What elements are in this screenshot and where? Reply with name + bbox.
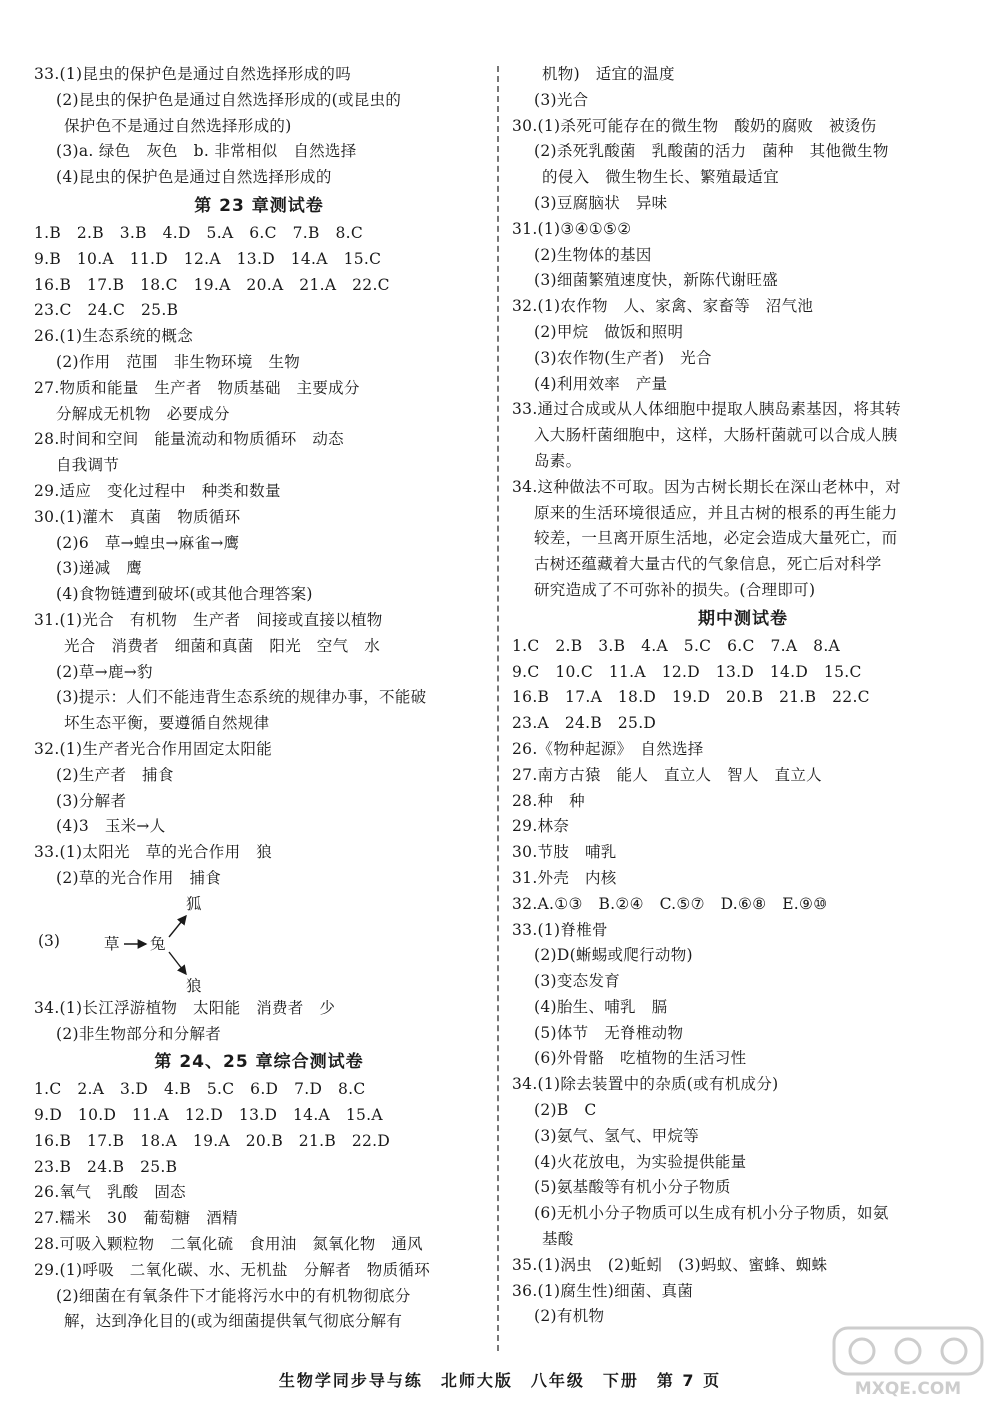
answer-line: 33.(1)昆虫的保护色是通过自然选择形成的吗 [34, 65, 352, 83]
answer-line: 36.(1)腐生性)细菌、真菌 [512, 1281, 694, 1300]
answer-line: 31.外壳 内核 [512, 868, 617, 887]
answer-line: (3)分解者 [56, 791, 127, 810]
answer-line: 入大肠杆菌细胞中，这样，大肠杆菌就可以合成人胰 [534, 426, 898, 445]
answer-line: (2)生产者 捕食 [56, 765, 174, 784]
answer-line: 26.(1)生态系统的概念 [34, 327, 194, 346]
answer-line: (2)有机物 [534, 1307, 605, 1326]
answer-line: 9.D 10.D 11.A 12.D 13.D 14.A 15.A [34, 1106, 383, 1125]
answer-line: 解，达到净化目的(或为细菌提供氧气彻底分解有 [64, 1312, 403, 1331]
node-wolf: 狼 [186, 976, 202, 995]
answer-line: (3)细菌繁殖速度快，新陈代谢旺盛 [534, 271, 779, 290]
answer-line: 基酸 [542, 1230, 574, 1249]
answer-line: (4)利用效率 产量 [534, 374, 668, 393]
answer-line: (3)变态发育 [534, 972, 621, 991]
answer-line: 34.(1)除去装置中的杂质(或有机成分) [512, 1075, 779, 1094]
answer-line: 28.时间和空间 能量流动和物质循环 动态 [34, 430, 344, 449]
answer-line: 30.节肢 哺乳 [512, 843, 617, 862]
answer-line: 28.种 种 [512, 791, 585, 810]
node-fox: 狐 [186, 894, 202, 913]
answer-line: (3)豆腐脑状 异味 [534, 193, 668, 212]
section-heading: 第 23 章测试卷 [194, 195, 324, 216]
answer-line: 26.《物种起源》 自然选择 [512, 739, 704, 758]
answer-line: (2)非生物部分和分解者 [56, 1024, 222, 1043]
answer-line: (4)胎生、哺乳 膈 [534, 997, 668, 1016]
answer-line: 27.糯米 30 葡萄糖 酒精 [34, 1209, 238, 1228]
answer-line: 9.C 10.C 11.A 12.D 13.D 14.D 15.C [512, 662, 862, 681]
answer-line: (4)火花放电，为实验提供能量 [534, 1152, 747, 1171]
answer-line: (2)杀死乳酸菌 乳酸菌的活力 菌种 其他微生物 [534, 142, 889, 161]
answer-line: 的侵入 微生物生长、繁殖最适宜 [542, 168, 780, 187]
answer-line: 原来的生活环境很适应，并且古树的根系的再生能力 [534, 503, 898, 522]
answer-line: 29.林奈 [512, 817, 570, 836]
answer-line: 31.(1)光合 有机物 生产者 间接或直接以植物 [34, 610, 383, 629]
answer-line: 26.氧气 乳酸 固态 [34, 1183, 186, 1202]
answer-line: (3)提示：人们不能违背生态系统的规律办事，不能破 [56, 688, 427, 707]
answer-line: 保护色不是通过自然选择形成的) [64, 116, 292, 135]
answer-line: 32.A.①③ B.②④ C.⑤⑦ D.⑥⑧ E.⑨⑩ [512, 894, 828, 913]
answer-line: 研究造成了不可弥补的损失。(合理即可) [534, 580, 816, 599]
node-grass: 草 [104, 934, 120, 953]
answer-line: 坏生态平衡，要遵循自然规律 [64, 714, 270, 733]
answer-line: (2)B C [534, 1101, 597, 1120]
answer-line: 34.这种做法不可取。因为古树长期长在深山老林中，对 [512, 477, 901, 496]
answer-line: 34.(1)长江浮游植物 太阳能 消费者 少 [34, 998, 336, 1017]
answer-line: 分解成无机物 必要成分 [56, 404, 230, 423]
answer-line: 9.B 10.A 11.D 12.A 13.D 14.A 15.C [34, 249, 382, 268]
right-column [512, 62, 974, 1330]
page-footer: 生物学同步导与练 北师大版 八年级 下册 第 7 页 [278, 1371, 722, 1390]
answer-line: 28.可吸入颗粒物 二氧化硫 食用油 氮氧化物 通风 [34, 1235, 423, 1254]
answer-line: 32.(1)农作物 人、家禽、家畜等 沼气池 [512, 297, 814, 316]
answer-line: (2)甲烷 做饭和照明 [534, 322, 684, 341]
node-rabbit: 兔 [150, 934, 166, 953]
answer-line: 1.C 2.A 3.D 4.B 5.C 6.D 7.D 8.C [34, 1080, 366, 1099]
answer-line: 29.适应 变化过程中 种类和数量 [34, 481, 281, 500]
answer-line: (3)a. 绿色 灰色 b. 非常相似 自然选择 [56, 142, 357, 161]
answer-line: 29.(1)呼吸 二氧化碳、水、无机盐 分解者 物质循环 [34, 1260, 431, 1279]
answer-line: (2)草→鹿→豹 [56, 662, 153, 681]
watermark-logo [828, 1324, 988, 1400]
answer-line: 30.(1)灌木 真菌 物质循环 [34, 507, 241, 526]
answer-line: 较差，一旦离开原生活地，必定会造成大量死亡，而 [534, 529, 898, 548]
answer-line: (2)草的光合作用 捕食 [56, 868, 222, 887]
food-web-label: (3) [38, 931, 60, 950]
answer-line: 30.(1)杀死可能存在的微生物 酸奶的腐败 被烫伤 [512, 116, 877, 135]
answer-line: (3)递减 鹰 [56, 559, 143, 578]
answer-line: (2)D(蜥蜴或爬行动物) [534, 946, 693, 965]
answer-line: 27.南方古猿 能人 直立人 智人 直立人 [512, 765, 822, 784]
answer-line: 35.(1)涡虫 (2)蚯蚓 (3)蚂蚁、蜜蜂、蜘蛛 [512, 1255, 828, 1274]
answer-line: (6)无机小分子物质可以生成有机小分子物质，如氨 [534, 1204, 889, 1223]
answer-line: 1.B 2.B 3.B 4.D 5.A 6.C 7.B 8.C [34, 223, 364, 242]
answer-line: 古树还蕴藏着大量古代的气象信息，死亡后对科学 [534, 555, 882, 574]
answer-line: (2)6 草→蝗虫→麻雀→鹰 [56, 533, 240, 552]
answer-line: 32.(1)生产者光合作用固定太阳能 [34, 739, 273, 758]
answer-line: (3)光合 [534, 90, 589, 109]
answer-line: (6)外骨骼 吃植物的生活习性 [534, 1049, 747, 1068]
answer-line: 33.通过合成或从人体细胞中提取人胰岛素基因，将其转 [512, 400, 901, 419]
answer-line: 23.B 24.B 25.B [34, 1157, 178, 1176]
answer-line: 27.物质和能量 生产者 物质基础 主要成分 [34, 378, 360, 397]
answer-line: (4)食物链遭到破坏(或其他合理答案) [56, 585, 313, 604]
answer-line: 33.(1)脊椎骨 [512, 920, 608, 939]
food-web-diagram [34, 892, 484, 996]
left-column [34, 62, 484, 1335]
answer-line: (2)昆虫的保护色是通过自然选择形成的(或昆虫的 [56, 90, 402, 109]
answer-line: (4)昆虫的保护色是通过自然选择形成的 [56, 168, 332, 187]
watermark-text: MXQE.COM [854, 1379, 962, 1399]
column-divider [497, 66, 499, 1351]
answer-line: (4)3 玉米→人 [56, 817, 166, 836]
answer-line: 自我调节 [56, 456, 120, 475]
section-heading: 第 24、25 章综合测试卷 [154, 1052, 364, 1073]
answer-line: 23.C 24.C 25.B [34, 301, 179, 320]
answer-line: 16.B 17.B 18.C 19.A 20.A 21.A 22.C [34, 275, 390, 294]
answer-line: (2)作用 范围 非生物环境 生物 [56, 352, 301, 371]
answer-line: (5)氨基酸等有机小分子物质 [534, 1178, 731, 1197]
answer-line: 23.A 24.B 25.D [512, 714, 657, 733]
answer-line: (2)生物体的基因 [534, 245, 652, 264]
answer-line: 33.(1)太阳光 草的光合作用 狼 [34, 843, 273, 862]
answer-line: 31.(1)③④①⑤② [512, 219, 632, 238]
answer-line: (3)氨气、氢气、甲烷等 [534, 1126, 700, 1145]
answer-line: 1.C 2.B 3.B 4.A 5.C 6.C 7.A 8.A [512, 636, 841, 655]
answer-line: 16.B 17.A 18.D 19.D 20.B 21.B 22.C [512, 688, 870, 707]
section-heading: 期中测试卷 [698, 608, 788, 629]
answer-line: 机物) 适宜的温度 [542, 65, 675, 83]
answer-line: 光合 消费者 细菌和真菌 阳光 空气 水 [64, 636, 381, 655]
answer-line: 16.B 17.B 18.A 19.A 20.B 21.B 22.D [34, 1131, 391, 1150]
answer-line: (2)细菌在有氧条件下才能将污水中的有机物彻底分 [56, 1286, 411, 1305]
answer-line: 岛素。 [534, 451, 582, 470]
answer-line: (3)农作物(生产者) 光合 [534, 348, 712, 367]
answer-line: (5)体节 无脊椎动物 [534, 1023, 684, 1042]
